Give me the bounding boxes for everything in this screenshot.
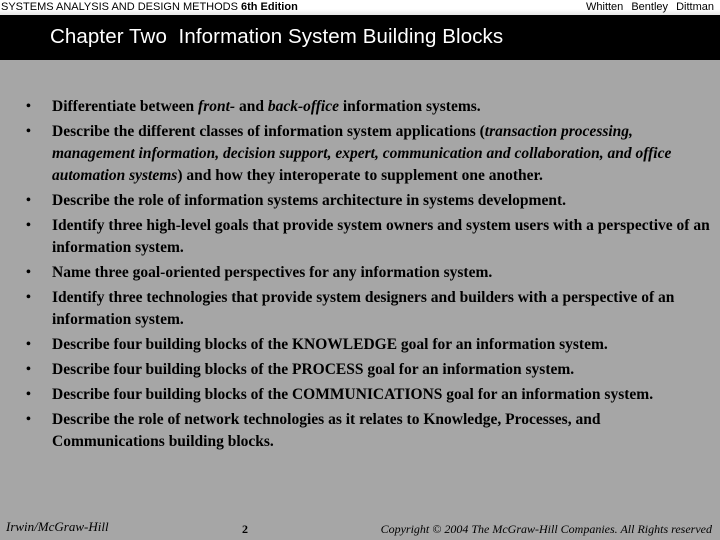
objective-item — [26, 215, 716, 259]
bullet-icon: • — [26, 337, 31, 352]
copyright-label: Copyright © 2004 The McGraw-Hill Companies. All Rights reserved — [380, 522, 712, 536]
authors-label: Whitten Bentley Dittman — [586, 1, 714, 13]
edition-label: 6th Edition — [240, 1, 298, 13]
page-number: 2 — [242, 522, 248, 536]
bullet-icon: • — [26, 218, 31, 233]
objective-text: Describe the role of network technologies as it relates to Knowledge, Processes, and Communications building blocks. — [52, 411, 601, 450]
bullet-icon: • — [26, 99, 31, 114]
objective-item — [26, 384, 716, 406]
objective-text: Name three goal-oriented perspectives for any information system. — [52, 264, 493, 281]
objective-text: and — [235, 98, 268, 115]
objective-item — [26, 121, 716, 187]
objective-item — [26, 262, 716, 284]
objective-item — [26, 287, 716, 331]
bullet-icon: • — [26, 290, 31, 305]
objective-text: information systems. — [339, 98, 481, 115]
objective-text: Differentiate between — [52, 98, 199, 115]
bullet-icon: • — [26, 193, 31, 208]
bullet-icon: • — [26, 412, 31, 427]
objective-text: Describe four building blocks of the KNOWLEDGE goal for an information system. — [52, 336, 608, 353]
title-bar — [0, 15, 720, 60]
header-bar — [0, 0, 720, 15]
objective-item — [26, 96, 716, 118]
objective-text: Identify three high-level goals that provide system owners and system users with a perspective of an information system. — [52, 217, 710, 256]
bullet-icon: • — [26, 124, 31, 139]
footer — [0, 519, 720, 540]
slide-title: Chapter Two Information System Building Blocks — [50, 25, 504, 48]
objective-emphasis: front- — [198, 98, 236, 115]
book-title-text: SYSTEMS ANALYSIS AND DESIGN METHODS — [1, 1, 238, 13]
publisher-label: Irwin/McGraw-Hill — [6, 519, 109, 534]
bullet-icon: • — [26, 265, 31, 280]
objective-item — [26, 359, 716, 381]
objective-text: Describe the role of information systems architecture in systems development. — [52, 192, 566, 209]
objective-emphasis: transaction processing, management information, decision support, expert, communication and collaboration, and office automation systems — [52, 123, 672, 184]
objective-item — [26, 334, 716, 356]
objective-text: Describe the different classes of information system applications ( — [52, 123, 485, 140]
objective-emphasis: back-office — [267, 98, 339, 115]
objectives-list — [26, 96, 716, 456]
objective-text: ) and how they interoperate to supplement one another. — [177, 167, 543, 184]
objective-item — [26, 409, 716, 453]
book-title — [1, 0, 298, 14]
objective-item — [26, 190, 716, 212]
objective-text: Identify three technologies that provide system designers and builders with a perspective of an information system. — [52, 289, 675, 328]
bullet-icon: • — [26, 387, 31, 402]
objective-text: Describe four building blocks of the PROCESS goal for an information system. — [52, 361, 575, 378]
objective-text: Describe four building blocks of the COMMUNICATIONS goal for an information system. — [52, 386, 654, 403]
bullet-icon: • — [26, 362, 31, 377]
